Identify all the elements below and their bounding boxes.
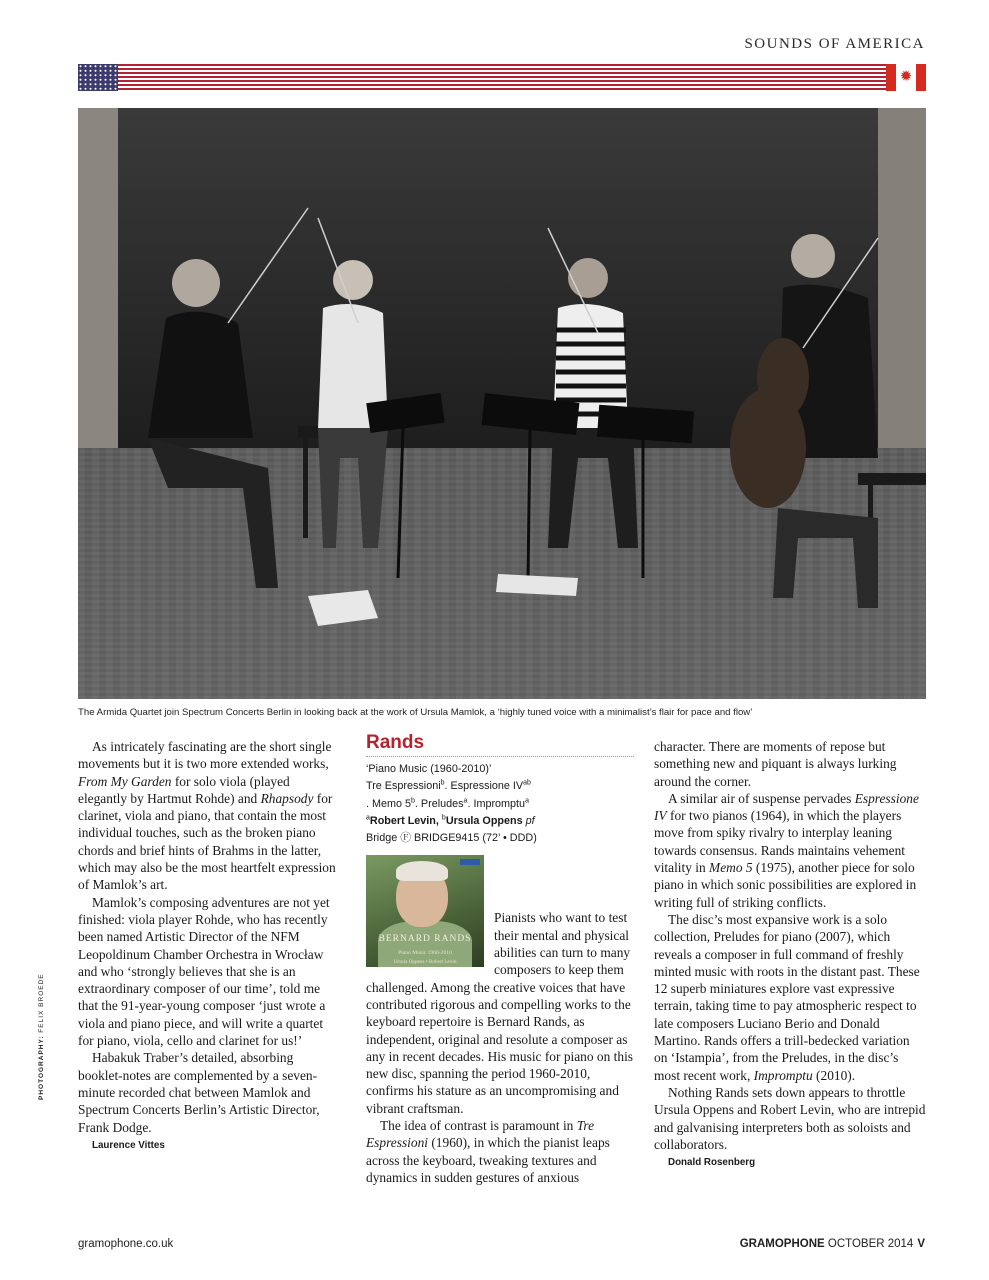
byline: Laurence Vittes <box>92 1139 165 1151</box>
paragraph: The idea of contrast is paramount in Tre Espressioni (1960), in which the pianist leaps across the keyboard, tweaking textures and dynamics in sudden gestures of anxious <box>366 1118 610 1185</box>
album-cover-image <box>366 855 484 967</box>
byline: Donald Rosenberg <box>668 1157 756 1169</box>
quartet-photo <box>78 108 926 699</box>
article-column-right <box>654 738 926 1171</box>
label-logo-icon <box>460 859 480 865</box>
track-list: Tre Espressioni$^b$. Espressione $IV^{ab}$ . Memo 5$^b$. Preludes$^a$. Impromptu$^a$ <box>366 779 531 810</box>
canada-flag-icon: ✹ <box>886 64 926 91</box>
quartet-photo-illustration <box>78 108 926 699</box>
cover-subtitle: Piano Music 1960-2010 <box>398 950 452 957</box>
page-number: V <box>917 1238 925 1250</box>
disc-info <box>366 761 634 847</box>
footer-site-link[interactable]: gramophone.co.uk <box>78 1238 174 1250</box>
paragraph: Habakuk Traber’s detailed, absorbing booklet-notes are complemented by a seven-minute recorded chat between Mamlok and Spectrum Concerts Berlin’s Artistic Director, Frank Dodge. <box>78 1050 320 1135</box>
section-title: SOUNDS OF AMERICA <box>744 36 925 52</box>
review-heading: Rands <box>366 732 634 757</box>
article-column-left <box>78 738 336 1154</box>
paragraph: Nothing Rands sets down appears to throttle Ursula Oppens and Robert Levin, who are intrepid and galvanising interpreters both as soloists and collaborators. <box>654 1084 926 1152</box>
paragraph: character. There are moments of repose but something new and piquant is always lurking around the corner. <box>654 739 897 789</box>
photo-credit: PHOTOGRAPHY: FELIX BROEDE <box>38 973 45 1100</box>
photo-caption: The Armida Quartet join Spectrum Concerts Berlin in looking back at the work of Ursula Mamlok, a ‘highly tuned voice with a minimalist’s flair for pace and flow’ <box>78 707 753 718</box>
paragraph: A similar air of suspense pervades Espressione IV for two pianos (1964), in which the players move from spiky rivalry to interplay leaning towards consensus. Rands maintains vehement vitality in Memo 5 (1975), another piece for solo piano in which sonic possibilities are explored in writing full of striking conflicts. <box>654 790 919 910</box>
cover-title: BERNARD RANDS <box>378 934 472 945</box>
paragraph: As intricately fascinating are the short single movements but it is two more extended works, From My Garden for solo viola (played elegantly by Hartmut Rohde) and Rhapsody for clarinet, viola and piano, that contain the most individual touches, such as the broken piano chords and brief hints of Brahms in the latter, which may also be the most heartfelt expression of Mamlok’s art. <box>78 739 336 893</box>
review-column <box>366 732 634 1186</box>
paragraph: Mamlok’s composing adventures are not yet finished: viola player Rohde, who has recently been named Artistic Director of the NFM Leopoldinum Chamber Orchestra in Wrocław and who ‘strongly believes that she is an extraordinary composer of our time’, told me that the 91-year-young composer ‘just wrote a viola and piano piece, and will write a quartet for piano, viola, cello and clarinet for us!’ <box>78 894 330 1049</box>
footer-issue: GRAMOPHONE OCTOBER 2014 V <box>739 1238 925 1250</box>
label-line: Bridge Ⓕ BRIDGE9415 (72’ • DDD) <box>366 832 537 845</box>
flag-banner <box>78 64 926 91</box>
cover-performers: Ursula Oppens • Robert Levin <box>393 959 457 966</box>
us-flag-canton-icon <box>78 64 118 91</box>
paragraph: Pianists who want to test their mental and physical abilities can turn to many composers to keep them challenged. Among the creative voices that have contributed rigorous and compelling works to the keyboard repertoire is Bernard Rands, as independent, original and resolute a composer as any in recent decades. His music for piano on this new disc, spanning the period 1960-2010, confirms his stature as an uncompromising and vibrant craftsman. <box>366 910 633 1116</box>
paragraph: The disc’s most expansive work is a solo collection, Preludes for piano (2007), which reveals a composer in full command of freshly minted music with roots in the distant past. These 12 superb miniatures explore vast expressive terrain, taking time to pay atmospheric respect to late composers Luciano Berio and Donald Martino. Rands offers a trill-bedecked variation on ‘Istampia’, from the Preludes, in the disc’s most recent work, Impromptu (2010). <box>654 911 920 1083</box>
performers: $^a$Robert Levin, $^b$Ursula Oppens pf <box>366 814 535 827</box>
album-title: ‘Piano Music (1960-2010)’ <box>366 763 492 775</box>
